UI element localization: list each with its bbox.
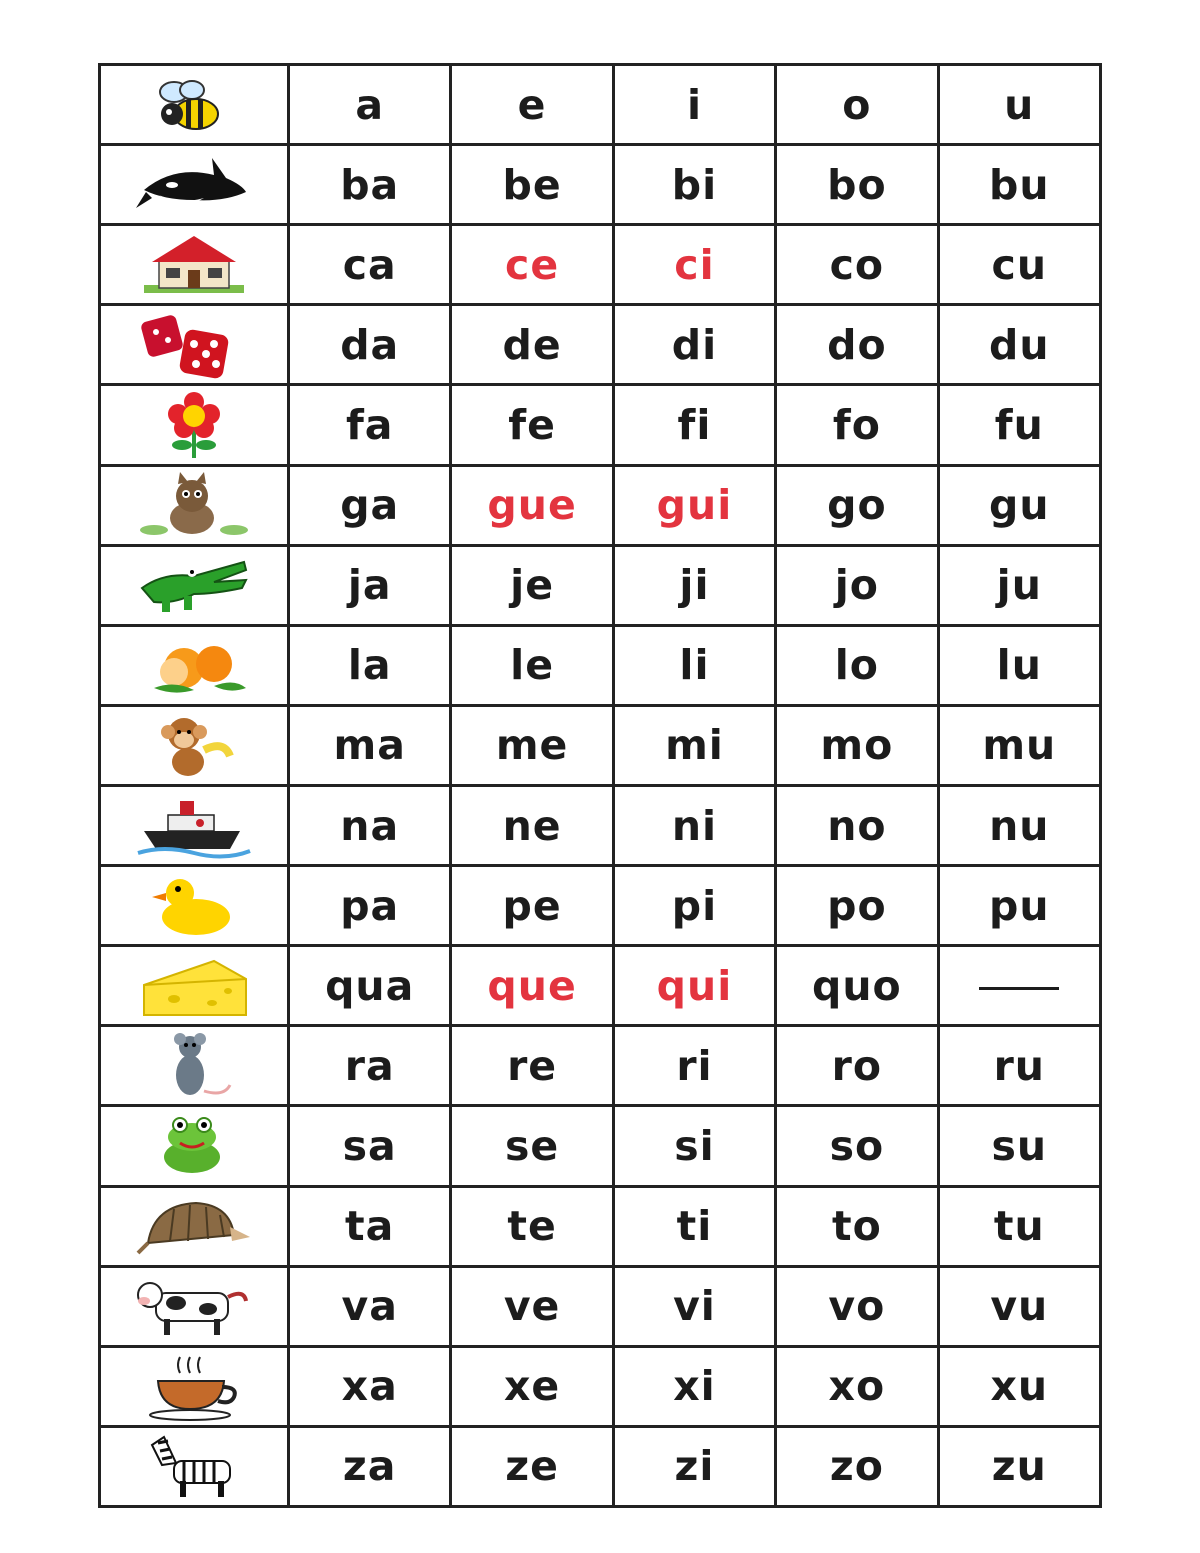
syllable-cell: ni (613, 785, 775, 865)
syllable-cell: nu (938, 785, 1100, 865)
syllable-cell: ba (289, 145, 451, 225)
empty-cell (938, 946, 1100, 1026)
syllable-row (100, 1266, 1101, 1346)
syllable-cell: mu (938, 705, 1100, 785)
syllable-cell: pa (289, 866, 451, 946)
syllable-cell: va (289, 1266, 451, 1346)
orca-icon (134, 150, 254, 220)
syllable-cell: ca (289, 225, 451, 305)
syllable-cell: to (776, 1186, 938, 1266)
syllable-cell: bu (938, 145, 1100, 225)
syllable-cell: lu (938, 625, 1100, 705)
syllable-row (100, 1346, 1101, 1426)
syllable-cell: xi (613, 1346, 775, 1426)
row-picture (100, 1426, 289, 1506)
syllable-cell: de (451, 305, 613, 385)
syllable-cell: fa (289, 385, 451, 465)
syllable-table (98, 63, 1102, 1508)
syllable-cell: di (613, 305, 775, 385)
row-picture (100, 625, 289, 705)
monkey-icon (134, 710, 254, 780)
syllable-cell: na (289, 785, 451, 865)
row-picture (100, 1026, 289, 1106)
syllable-row (100, 866, 1101, 946)
syllable-cell: ma (289, 705, 451, 785)
syllable-row (100, 1026, 1101, 1106)
dash-mark (979, 987, 1059, 990)
syllable-cell: vo (776, 1266, 938, 1346)
syllable-cell: mi (613, 705, 775, 785)
syllable-cell: su (938, 1106, 1100, 1186)
syllable-row (100, 705, 1101, 785)
row-picture (100, 545, 289, 625)
house-icon (134, 230, 254, 300)
syllable-row (100, 946, 1101, 1026)
syllable-cell: qui (613, 946, 775, 1026)
syllable-cell: la (289, 625, 451, 705)
row-picture (100, 1186, 289, 1266)
syllable-cell: xe (451, 1346, 613, 1426)
syllable-cell: gue (451, 465, 613, 545)
alligator-icon (134, 550, 254, 620)
syllable-cell: me (451, 705, 613, 785)
flower-icon (134, 390, 254, 460)
syllable-cell: ja (289, 545, 451, 625)
syllable-cell: za (289, 1426, 451, 1506)
syllable-cell: gu (938, 465, 1100, 545)
syllable-cell: xa (289, 1346, 451, 1426)
syllable-cell: ru (938, 1026, 1100, 1106)
syllable-cell: po (776, 866, 938, 946)
syllable-cell: pi (613, 866, 775, 946)
syllable-cell: xo (776, 1346, 938, 1426)
cup-icon (134, 1351, 254, 1421)
syllable-cell: gui (613, 465, 775, 545)
syllable-cell: i (613, 65, 775, 145)
syllable-cell: do (776, 305, 938, 385)
syllable-row (100, 465, 1101, 545)
frog-icon (134, 1111, 254, 1181)
syllable-cell: vi (613, 1266, 775, 1346)
syllable-cell: cu (938, 225, 1100, 305)
row-picture (100, 145, 289, 225)
row-picture (100, 705, 289, 785)
syllable-cell: ce (451, 225, 613, 305)
syllable-cell: ra (289, 1026, 451, 1106)
syllable-row (100, 385, 1101, 465)
bee-icon (134, 70, 254, 140)
syllable-row (100, 785, 1101, 865)
syllable-cell: quo (776, 946, 938, 1026)
syllable-cell: ve (451, 1266, 613, 1346)
row-picture (100, 1266, 289, 1346)
syllable-cell: ta (289, 1186, 451, 1266)
syllable-cell: ci (613, 225, 775, 305)
syllable-cell: so (776, 1106, 938, 1186)
syllable-cell: lo (776, 625, 938, 705)
cat-icon (134, 470, 254, 540)
syllable-cell: a (289, 65, 451, 145)
ship-icon (134, 791, 254, 861)
orange-icon (134, 630, 254, 700)
row-picture (100, 1106, 289, 1186)
dice-icon (134, 310, 254, 380)
syllable-cell: vu (938, 1266, 1100, 1346)
syllable-row (100, 65, 1101, 145)
syllable-cell: ze (451, 1426, 613, 1506)
syllable-cell: bo (776, 145, 938, 225)
syllable-row (100, 545, 1101, 625)
syllable-row (100, 305, 1101, 385)
row-picture (100, 785, 289, 865)
syllable-cell: fi (613, 385, 775, 465)
row-picture (100, 225, 289, 305)
syllable-cell: du (938, 305, 1100, 385)
syllable-cell: je (451, 545, 613, 625)
syllable-cell: te (451, 1186, 613, 1266)
syllable-cell: ju (938, 545, 1100, 625)
syllable-cell: ga (289, 465, 451, 545)
duck-icon (134, 871, 254, 941)
row-picture (100, 385, 289, 465)
syllable-cell: bi (613, 145, 775, 225)
syllable-cell: go (776, 465, 938, 545)
syllable-cell: ti (613, 1186, 775, 1266)
syllable-cell: be (451, 145, 613, 225)
syllable-row (100, 145, 1101, 225)
syllable-cell: fe (451, 385, 613, 465)
syllable-cell: ro (776, 1026, 938, 1106)
syllable-cell: pu (938, 866, 1100, 946)
syllable-cell: le (451, 625, 613, 705)
syllable-row (100, 1426, 1101, 1506)
syllable-cell: mo (776, 705, 938, 785)
syllable-cell: fu (938, 385, 1100, 465)
row-picture (100, 1346, 289, 1426)
cheese-icon (134, 951, 254, 1021)
syllable-cell: xu (938, 1346, 1100, 1426)
syllable-cell: zu (938, 1426, 1100, 1506)
syllable-cell: pe (451, 866, 613, 946)
syllable-cell: fo (776, 385, 938, 465)
syllable-cell: e (451, 65, 613, 145)
armadillo-icon (134, 1191, 254, 1261)
syllable-row (100, 625, 1101, 705)
syllable-cell: ji (613, 545, 775, 625)
syllable-cell: sa (289, 1106, 451, 1186)
syllable-cell: u (938, 65, 1100, 145)
row-picture (100, 305, 289, 385)
zebra-icon (134, 1431, 254, 1501)
syllable-cell: da (289, 305, 451, 385)
syllable-cell: li (613, 625, 775, 705)
syllable-cell: jo (776, 545, 938, 625)
rat-icon (134, 1031, 254, 1101)
syllable-cell: si (613, 1106, 775, 1186)
syllable-cell: se (451, 1106, 613, 1186)
syllable-cell: tu (938, 1186, 1100, 1266)
row-picture (100, 465, 289, 545)
syllable-row (100, 225, 1101, 305)
syllable-cell: no (776, 785, 938, 865)
syllable-cell: o (776, 65, 938, 145)
syllable-cell: qua (289, 946, 451, 1026)
syllable-cell: que (451, 946, 613, 1026)
syllable-cell: ri (613, 1026, 775, 1106)
row-picture (100, 946, 289, 1026)
row-picture (100, 65, 289, 145)
syllable-cell: co (776, 225, 938, 305)
syllable-cell: zi (613, 1426, 775, 1506)
syllable-row (100, 1186, 1101, 1266)
syllable-cell: ne (451, 785, 613, 865)
row-picture (100, 866, 289, 946)
syllable-cell: zo (776, 1426, 938, 1506)
syllable-row (100, 1106, 1101, 1186)
syllable-cell: re (451, 1026, 613, 1106)
cow-icon (134, 1271, 254, 1341)
